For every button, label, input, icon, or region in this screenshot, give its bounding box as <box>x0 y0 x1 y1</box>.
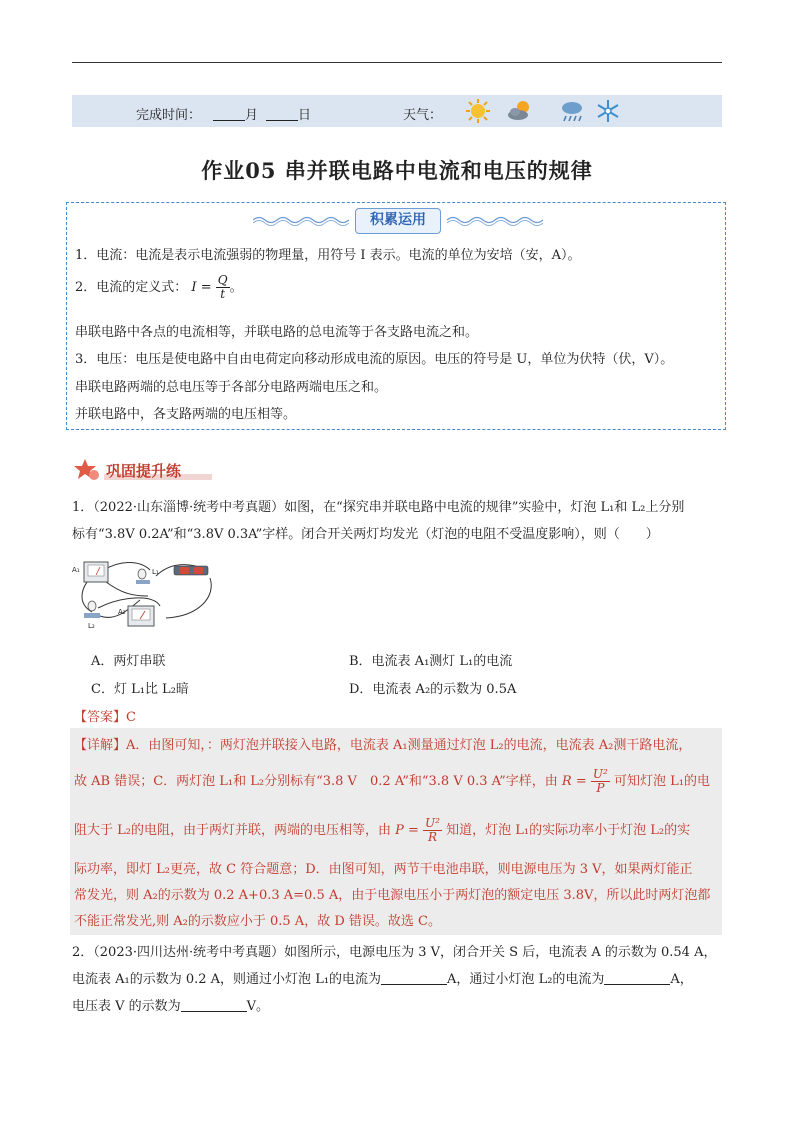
resistance-formula-fraction: $\frac{\text{U²}}{P}$ <box>592 767 608 795</box>
finish-time-label: 完成时间： <box>136 108 202 123</box>
header-rule <box>72 62 722 63</box>
summary-line-4: 3．电压：电压是使电路中自由电荷定向移动形成电流的原因。电压的符号是 U，单位为伏特（伏，V）。 <box>75 352 674 367</box>
fig-label-l1: L₁ <box>152 568 159 576</box>
summary-line-3: 串联电路中各点的电流相等，并联电路的总电流等于各支路电流之和。 <box>75 325 479 340</box>
power-formula-fraction: $\frac{\text{U²}}{R}$ <box>425 816 440 844</box>
summary-line-6: 并联电路中，各支路两端的电压相等。 <box>75 407 297 422</box>
q2-blank-l2-current[interactable] <box>604 971 670 985</box>
rain-icon[interactable] <box>558 97 586 125</box>
day-blank[interactable]: 日 <box>266 104 311 123</box>
analysis-line-4: 际功率，即灯 L₂更亮，故 C 符合题意；D．由图可知，两节干电池串联，则电源电压为 3 V，如果两灯能正 <box>74 862 693 877</box>
sunny-icon[interactable] <box>464 97 492 125</box>
q1-option-c[interactable]: C．灯 L₁比 L₂暗 <box>91 682 189 697</box>
wave-decoration-right <box>443 212 543 228</box>
star-icon <box>74 458 100 482</box>
q2-blank-l1-current[interactable] <box>381 971 447 985</box>
fig-label-a2: A₂ <box>118 608 126 616</box>
fig-label-a1: A₁ <box>72 566 80 574</box>
summary-line-2: 2．电流的定义式： I = $\frac{Q}{t}$ 。 <box>75 273 243 301</box>
q2-line-1: 2．（2023·四川达州·统考中考真题）如图所示，电源电压为 3 V，闭合开关 S 后，电流表 A 的示数为 0.54 A， <box>72 945 717 960</box>
q1-option-b[interactable]: B．电流表 A₁测灯 L₁的电流 <box>349 654 513 669</box>
q1-option-d[interactable]: D．电流表 A₂的示数为 0.5A <box>349 682 517 697</box>
weather-label: 天气： <box>403 108 443 123</box>
summary-line-5: 串联电路两端的总电压等于各部分电路两端电压之和。 <box>75 380 388 395</box>
summary-line-1: 1．电流：电流是表示电流强弱的物理量，用符号 I 表示。电流的单位为安培（安，A）。 <box>75 248 581 263</box>
q1-line-1: 1．（2022·山东淄博·统考中考真题）如图，在“探究串并联电路中电流的规律”实验中，灯泡 L₁和 L₂上分别 <box>72 500 685 515</box>
q1-option-a[interactable]: A．两灯串联 <box>91 654 166 669</box>
current-formula-fraction: $\frac{Q}{t}$ <box>217 273 228 301</box>
analysis-line-5: 常发光，则 A₂的示数为 0.2 A+0.3 A=0.5 A，由于电源电压小于两灯泡的额定电压 3.8V，所以此时两灯泡都 <box>74 888 711 903</box>
summary-box <box>66 202 726 430</box>
month-blank[interactable]: 月 <box>213 104 258 123</box>
analysis-line-2: 故 AB 错误；C．两灯泡 L₁和 L₂分别标有“3.8 V 0.2 A”和“3.8 V 0.3 A”字样，由 R = $\frac{\text{U²}}{P}$ 可知灯泡 L₁的电 <box>74 767 710 795</box>
answer-label: 【答案】C <box>74 710 136 725</box>
accumulate-badge: 积累运用 <box>355 208 441 234</box>
q2-blank-voltage[interactable] <box>181 998 247 1012</box>
snow-icon[interactable] <box>594 97 622 125</box>
q2-line-2: 电流表 A₁的示数为 0.2 A，则通过小灯泡 L₁的电流为 A，通过小灯泡 L₂的电流为 A， <box>72 972 693 987</box>
page-title: 作业05 串并联电路中电流和电压的规律 <box>201 158 593 183</box>
q1-line-2: 标有“3.8V 0.2A”和“3.8V 0.3A”字样。闭合开关两灯均发光（灯泡的电阻不受温度影响），则（ ） <box>72 527 659 542</box>
fig-label-l2: L₂ <box>88 622 95 630</box>
partly-cloudy-icon[interactable] <box>506 97 534 125</box>
wave-decoration-left <box>253 212 353 228</box>
info-band <box>72 95 722 127</box>
analysis-line-1: 【详解】A．由图可知，：两灯泡并联接入电路，电流表 A₁测量通过灯泡 L₂的电流，电流表 A₂测干路电流， <box>74 738 692 753</box>
circuit-figure <box>70 556 216 632</box>
analysis-line-6: 不能正常发光,则 A₂的示数应小于 0.5 A，故 D 错误。故选 C。 <box>74 914 441 929</box>
q2-line-3: 电压表 V 的示数为 V。 <box>72 999 270 1014</box>
analysis-line-3: 阻大于 L₂的电阻，由于两灯并联，两端的电压相等，由 P = $\frac{\text{U²}}{R}$ 知道，灯泡 L₁的实际功率小于灯泡 L₂的实 <box>74 816 691 844</box>
